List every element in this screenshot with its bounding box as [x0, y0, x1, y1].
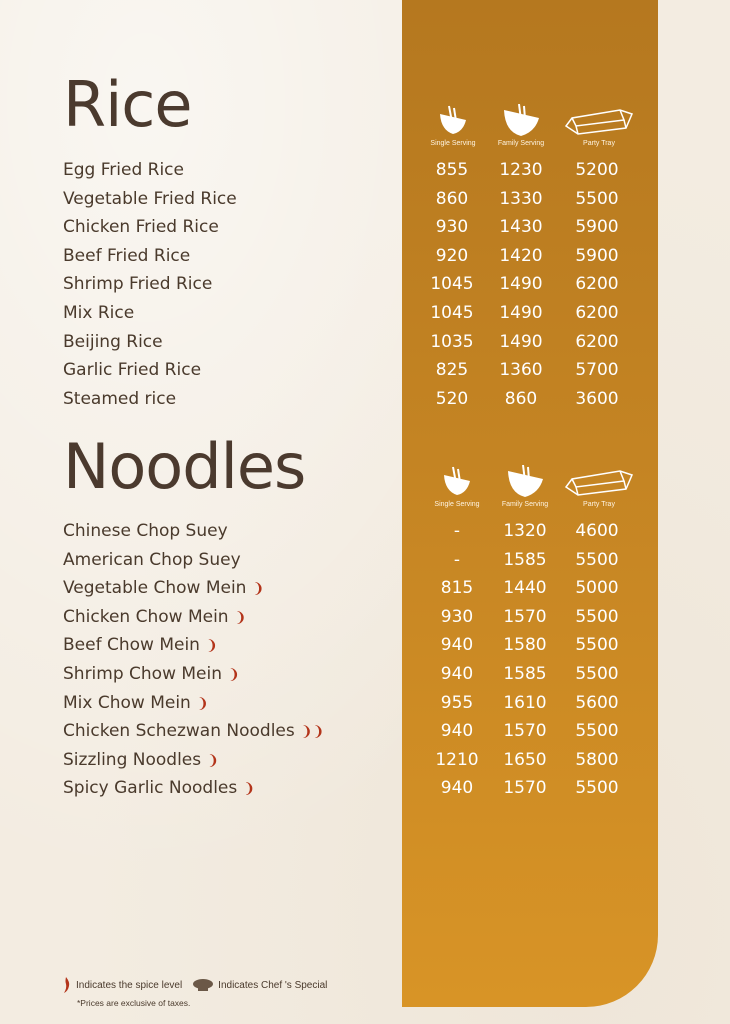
item-name: [63, 774, 255, 803]
legend-footer: [62, 976, 327, 1008]
tray-icon: [562, 465, 636, 499]
price-single: 1045: [430, 274, 474, 295]
price-single: -: [453, 521, 461, 541]
item-name: [63, 746, 219, 775]
price-party: 6200: [575, 303, 619, 323]
item-name-text: Shrimp Fried Rice: [63, 274, 213, 295]
rice-column-headers: [0, 104, 730, 164]
noodles-header-single-label: Single Serving: [434, 501, 480, 508]
price-party: 4600: [575, 521, 619, 541]
item-name: [63, 689, 209, 718]
price-family: 1440: [503, 578, 547, 599]
price-party: 6200: [575, 274, 619, 295]
item-name-text: Beijing Rice: [63, 331, 163, 352]
price-family: 1490: [499, 331, 543, 352]
rice-header-single-label: Single Serving: [430, 140, 476, 147]
price-single: -: [453, 549, 461, 570]
price-party: 5800: [575, 749, 619, 770]
price-party: 5500: [575, 606, 619, 627]
bowl-icon: [437, 104, 469, 138]
item-name: [63, 242, 190, 270]
rice-item-row: [0, 299, 730, 327]
noodle-item-row: [0, 546, 730, 574]
price-party: 5500: [575, 635, 619, 656]
item-name: [63, 156, 184, 184]
spice-level-icon: ❩: [252, 581, 265, 598]
spice-level-icon: ❩: [228, 667, 240, 683]
item-name-text: Chicken Chow Mein: [63, 606, 229, 627]
price-party: 5500: [575, 549, 619, 570]
item-name-text: American Chop Suey: [63, 549, 241, 570]
rice-item-row: [0, 328, 730, 356]
item-name: [63, 385, 176, 413]
price-single: 855: [435, 160, 469, 180]
noodles-title: Noodles: [63, 430, 306, 503]
item-name-text: Chinese Chop Suey: [63, 521, 228, 541]
noodle-item-row: [0, 574, 730, 602]
price-family: 1585: [503, 664, 547, 684]
price-family: 1490: [499, 303, 543, 323]
noodle-item-row: [0, 774, 730, 802]
tax-note: *Prices are exclusive of taxes.: [77, 998, 191, 1008]
item-name: [63, 299, 134, 327]
price-party: 5200: [575, 160, 619, 180]
price-family: 860: [504, 388, 538, 409]
tray-icon: [562, 104, 636, 138]
price-single: 930: [440, 606, 474, 627]
noodles-header-family-label: Family Serving: [501, 501, 549, 508]
price-single: 1035: [430, 331, 474, 352]
price-single: 940: [440, 664, 474, 684]
item-name-text: Vegetable Chow Mein: [63, 578, 247, 599]
price-party: 5700: [575, 360, 619, 381]
item-name: [63, 270, 212, 298]
noodles-column-headers: [0, 465, 730, 525]
price-family: 1230: [499, 160, 543, 180]
item-name: [63, 717, 324, 746]
price-party: 5500: [575, 664, 619, 684]
price-party: 5900: [575, 217, 619, 238]
noodle-item-row: [0, 689, 730, 717]
item-name: [63, 546, 241, 574]
item-name-text: Shrimp Chow Mein: [63, 664, 223, 684]
noodle-item-row: [0, 660, 730, 688]
price-single: 940: [440, 635, 474, 656]
rice-header-party-label: Party Tray: [583, 140, 615, 147]
price-party: 5500: [575, 188, 619, 209]
rice-item-row: [0, 185, 730, 213]
price-family: 1420: [499, 245, 543, 266]
price-family: 1580: [503, 635, 547, 656]
price-family: 1360: [499, 360, 543, 381]
noodle-item-row: [0, 603, 730, 631]
item-name-text: Spicy Garlic Noodles: [63, 778, 238, 799]
price-family: 1570: [503, 778, 547, 799]
price-family: 1610: [503, 692, 547, 713]
spice-level-icon: ❩: [207, 752, 219, 769]
item-name: [63, 185, 237, 213]
item-name-text: Beef Fried Rice: [63, 245, 191, 266]
chili-icon: [62, 976, 72, 994]
item-name-text: Chicken Schezwan Noodles: [63, 721, 295, 742]
item-name-text: Chicken Fried Rice: [63, 217, 219, 238]
item-name: [63, 517, 228, 545]
item-name-text: Egg Fried Rice: [63, 160, 184, 180]
noodles-header-party: [554, 465, 644, 508]
item-name: [63, 631, 218, 660]
rice-title: Rice: [63, 68, 192, 141]
rice-item-row: [0, 385, 730, 413]
item-name-text: Vegetable Fried Rice: [63, 188, 237, 209]
rice-item-row: [0, 213, 730, 241]
item-name: [63, 356, 201, 384]
price-family: 1490: [499, 274, 543, 295]
noodle-item-row: [0, 717, 730, 745]
item-name: [63, 574, 264, 603]
price-single: 860: [435, 188, 469, 209]
price-party: 5000: [575, 578, 619, 599]
price-family: 1430: [499, 217, 543, 238]
price-party: 5600: [575, 692, 619, 713]
price-single: 920: [435, 245, 469, 266]
chef-hat-icon: [192, 978, 214, 992]
item-name-text: Mix Chow Mein: [63, 692, 191, 713]
item-name-text: Steamed rice: [63, 388, 177, 409]
price-single: 1045: [430, 303, 474, 323]
price-single: 520: [435, 388, 469, 409]
price-family: 1320: [503, 521, 547, 541]
item-name: [63, 603, 246, 632]
spice-level-icon: ❩❩: [300, 724, 325, 741]
large-bowl-icon: [505, 465, 545, 499]
noodle-item-row: [0, 746, 730, 774]
rice-item-row: [0, 356, 730, 384]
price-party: 6200: [575, 331, 619, 352]
price-party: 5500: [575, 778, 619, 799]
item-name-text: Garlic Fried Rice: [63, 360, 202, 381]
price-single: 955: [440, 692, 474, 713]
price-party: 5900: [575, 245, 619, 266]
rice-header-party: [554, 104, 644, 147]
rice-item-row: [0, 156, 730, 184]
price-single: 930: [435, 217, 469, 238]
price-family: 1650: [503, 749, 547, 770]
spice-level-icon: ❩: [243, 781, 255, 798]
price-single: 1210: [435, 749, 479, 770]
price-family: 1570: [503, 606, 547, 627]
item-name: [63, 660, 240, 689]
rice-item-row: [0, 242, 730, 270]
noodle-item-row: [0, 517, 730, 545]
price-family: 1570: [503, 721, 547, 742]
rice-item-row: [0, 270, 730, 298]
spice-level-icon: ❩: [205, 638, 218, 655]
chef-special-legend-text: Indicates Chef 's Special: [218, 979, 328, 991]
noodle-item-row: [0, 631, 730, 659]
price-single: 815: [440, 578, 474, 599]
price-single: 940: [440, 778, 474, 799]
spice-legend-text: Indicates the spice level: [76, 979, 183, 991]
item-name: [63, 328, 163, 356]
spice-level-icon: ❩: [234, 609, 247, 626]
price-family: 1585: [503, 549, 547, 570]
price-single: 825: [435, 360, 469, 381]
item-name: [63, 213, 219, 241]
item-name-text: Sizzling Noodles: [63, 749, 202, 770]
price-party: 3600: [575, 388, 619, 409]
spice-level-icon: ❩: [196, 695, 209, 712]
price-single: 940: [440, 721, 474, 742]
rice-header-family: [476, 104, 566, 147]
price-party: 5500: [575, 721, 619, 742]
price-family: 1330: [499, 188, 543, 209]
rice-header-family-label: Family Serving: [497, 140, 545, 147]
large-bowl-icon: [501, 104, 541, 138]
item-name-text: Mix Rice: [63, 303, 135, 323]
noodles-header-party-label: Party Tray: [583, 501, 615, 508]
bowl-icon: [441, 465, 473, 499]
item-name-text: Beef Chow Mein: [63, 635, 200, 656]
